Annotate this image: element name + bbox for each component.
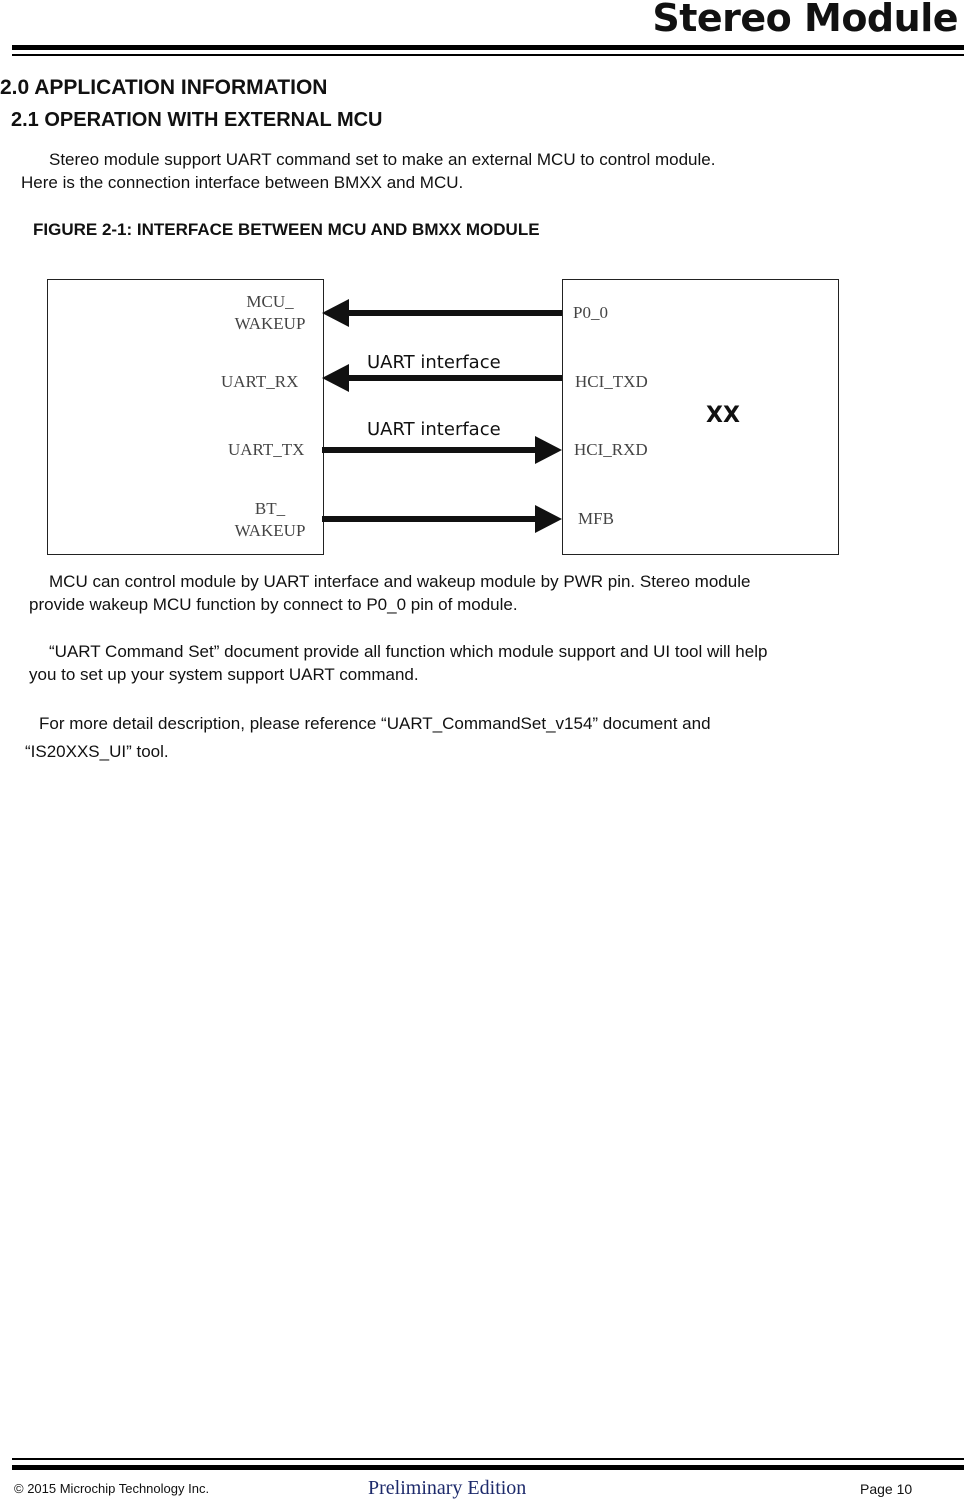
footer-copyright: © 2015 Microchip Technology Inc. xyxy=(14,1481,210,1496)
footer-page-number: Page 10 xyxy=(860,1481,913,1497)
arrow-tx-head xyxy=(535,436,562,464)
mcu-pin-wakeup: MCU_ WAKEUP xyxy=(234,292,306,333)
link-label-rx: UART interface xyxy=(367,352,501,373)
para-1-line-1: MCU can control module by UART interface and wakeup module by PWR pin. Stereo module xyxy=(49,572,751,591)
para-2-line-1: “UART Command Set” document provide all function which module support and UI tool will help xyxy=(49,642,768,661)
arrow-rx-head xyxy=(322,364,349,392)
footer-rule-thin xyxy=(12,1458,964,1460)
para-2-line-2: you to set up your system support UART command. xyxy=(29,665,419,684)
module-label: XX xyxy=(706,403,740,428)
para-3-line-2: “IS20XXS_UI” tool. xyxy=(25,742,169,761)
mcu-pin-uart-tx: UART_TX xyxy=(228,440,305,459)
para-3-line-1: For more detail description, please reference “UART_CommandSet_v154” document and xyxy=(39,714,711,733)
link-label-tx: UART interface xyxy=(367,419,501,440)
footer-rule-thick xyxy=(12,1465,964,1470)
subsection-heading: 2.1 OPERATION WITH EXTERNAL MCU xyxy=(11,109,383,131)
module-pin-hci-rxd: HCI_RXD xyxy=(574,440,648,459)
section-heading: 2.0 APPLICATION INFORMATION xyxy=(0,76,328,99)
module-pin-p0-0: P0_0 xyxy=(573,303,608,322)
intro-line-1: Stereo module support UART command set to make an external MCU to control module. xyxy=(49,150,716,169)
para-1-line-2: provide wakeup MCU function by connect to P0_0 pin of module. xyxy=(29,595,518,614)
module-pin-hci-txd: HCI_TXD xyxy=(575,372,648,391)
figure-title: FIGURE 2-1: INTERFACE BETWEEN MCU AND BMXX MODULE xyxy=(33,220,540,239)
module-pin-mfb: MFB xyxy=(578,509,614,528)
intro-line-2: Here is the connection interface between BMXX and MCU. xyxy=(21,173,464,192)
connection-arrows xyxy=(0,0,964,600)
interface-diagram xyxy=(0,0,964,600)
mcu-pin-bt-wakeup: BT_ WAKEUP xyxy=(234,499,306,540)
arrow-wakeup-head xyxy=(322,299,349,327)
mcu-pin-uart-rx: UART_RX xyxy=(221,372,299,391)
arrow-mfb-head xyxy=(535,505,562,533)
document-title: Stereo Module xyxy=(652,0,958,40)
footer-edition: Preliminary Edition xyxy=(368,1477,527,1499)
